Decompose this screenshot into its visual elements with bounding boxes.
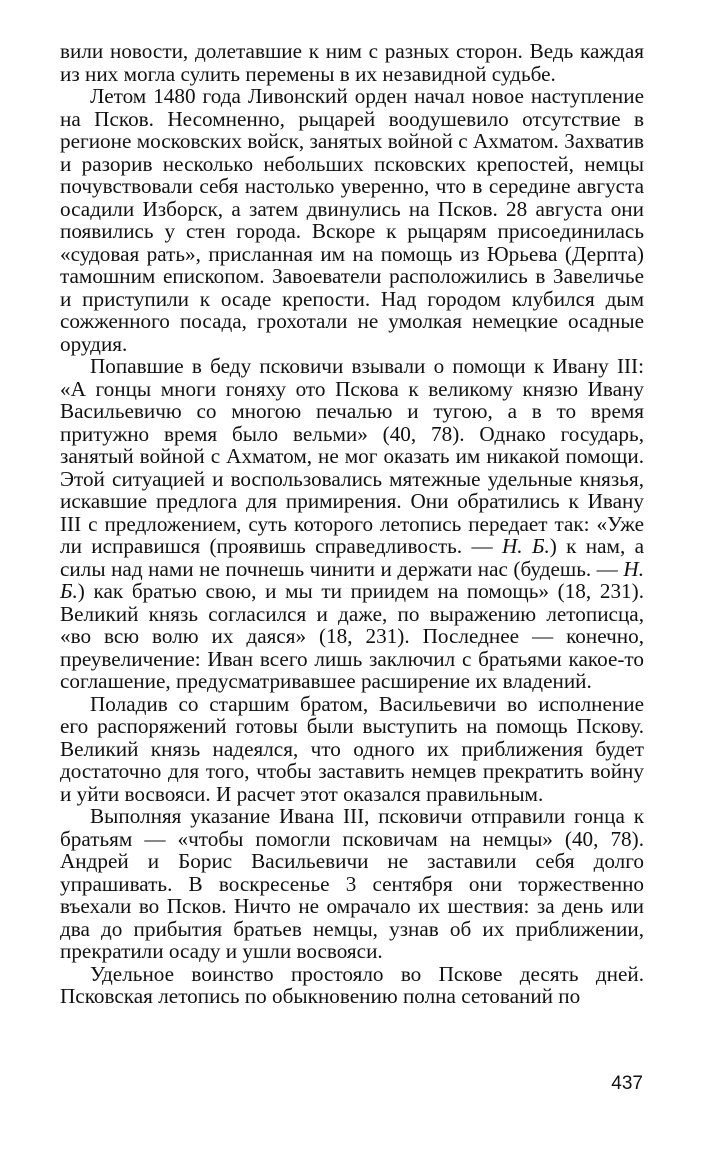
paragraph-livonian-offensive: Летом 1480 года Ливонский орден начал новое наступление на Псков. Несомненно, рыцарей воодушевило отсутствие в регионе московских войск, занятых войной с Ахматом. Захватив и разорив несколько небольших псковских крепостей, немцы почувствовали себя настолько уверенно, что в середине августа осадили Изборск, а затем двинулись на Псков. 28 августа они появились у стен города. Вскоре к рыцарям присоединилась «судовая рать», присланная им на помощь из Юрьева (Дерпта) тамошним епископом. Завоеватели расположились в Завеличье и приступили к осаде крепости. Над городом клубился дым сожженного посада, грохотали не умолкая немецкие осадные орудия. — [60, 84, 644, 356]
editor-initials: Н. Б. — [502, 534, 550, 558]
paragraph-appeal-to-ivan: Попавшие в беду псковичи взывали о помощи к Ивану III: «А гонцы многи гоняху ото Пскова к великому князю Ивану Васильевичю со многою печалью и тугою, а в то время притужно время было вельми» (40, 78). Однако государь, занятый войной с Ахматом, не мог оказать им никакой помощи. Этой ситуацией и воспользовались мятежные удельные князья, искавшие предлога для примирения. Они обратились к Ивану III с предложением, суть которого летопись передает так: «Уже ли исправишся (проявишь справедливость. — Н. Б.) к нам, а силы над нами не почнешь чинити и держати нас (будешь. — Н. Б.) как братью свою, и мы ти приидем на помощь» (18, 231). Великий князь согласился и даже, по выражению летописца, «во всю волю их даяся» (18, 231). Последнее — конечно, преувеличение: Иван всего лишь заключил с братьями какое-то соглашение, предусматривавшее расширение их владений. — [60, 354, 644, 693]
paragraph-appanage-army: Удельное воинство простояло во Пскове десять дней. Псковская летопись по обыкновению полна сетований по — [60, 961, 644, 1008]
page-number: 437 — [611, 1073, 643, 1094]
book-page — [60, 40, 644, 1008]
paragraph-brothers-reconcile: Поладив со старшим братом, Васильевичи во исполнение его распоряжений готовы были выступить на помощь Пскову. Великий князь надеялся, что одного их приближения будет достаточно для того, чтобы заставить немцев прекратить войну и уйти восвояси. И расчет этот оказался правильным. — [60, 691, 644, 806]
editor-initials: Н. Б. — [60, 556, 644, 603]
paragraph-arrival-in-pskov: Выполняя указание Ивана III, псковичи отправили гонца к братьям — «чтобы помогли псковичам на немцы» (40, 78). Андрей и Борис Васильевичи не заставили себя долго упрашивать. В воскресенье 3 сентября они торжественно въехали во Псков. Ничто не омрачало их шествия: за день или два до прибытия братьев немцы, узнав об их приближении, прекратили осаду и ушли восвояси. — [60, 804, 644, 963]
paragraph-continued: вили новости, долетавшие к ним с разных сторон. Ведь каждая из них могла сулить перемены в их незавидной судьбе. — [60, 39, 644, 86]
